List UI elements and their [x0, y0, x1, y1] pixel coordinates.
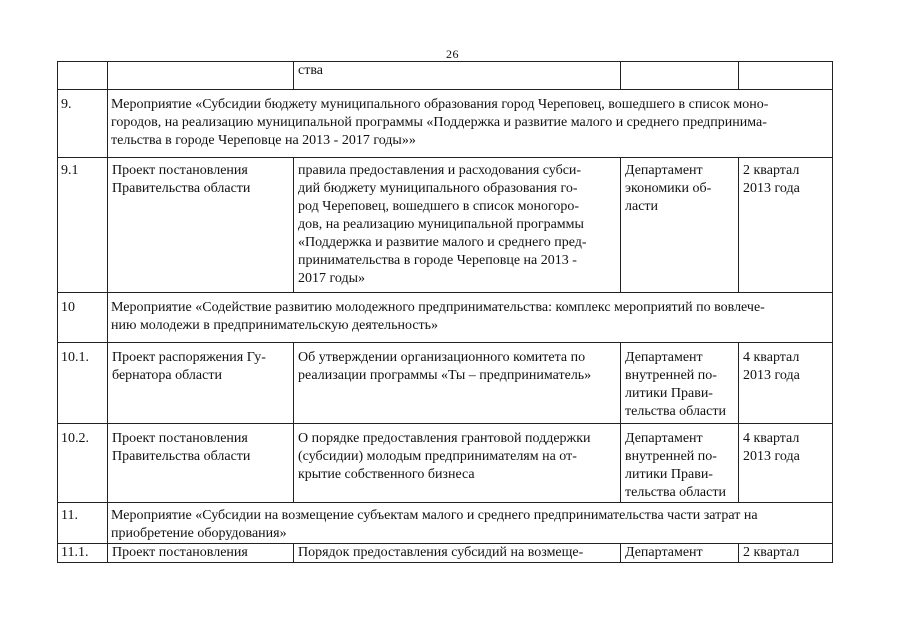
cell-name: Об утверждении организационного комитета по реализации программы «Ты – предприниматель»	[294, 343, 621, 424]
table-row	[58, 90, 833, 158]
cell-document: Проект постановления Правительства области	[108, 424, 294, 503]
cell-document: Проект распоряжения Гу- бернатора области	[108, 343, 294, 424]
cell-name: ства	[294, 62, 621, 90]
page-number: 26	[446, 47, 459, 61]
table-row	[58, 503, 833, 544]
cell-number: 9.	[58, 90, 108, 158]
cell-department	[621, 62, 739, 90]
table-row	[58, 293, 833, 343]
cell-name: О порядке предоставления грантовой поддержки (субсидии) молодым предпринимателям на от- крытие собственного бизнеса	[294, 424, 621, 503]
cell-number: 11.	[58, 503, 108, 544]
cell-document: Проект постановления Правительства области	[108, 158, 294, 293]
plan-table	[57, 61, 833, 563]
cell-document	[108, 62, 294, 90]
cell-number: 10.2.	[58, 424, 108, 503]
cell-department: Департамент внутренней по- литики Прави- тельства области	[621, 424, 739, 503]
cell-term	[739, 62, 833, 90]
cell-number: 9.1	[58, 158, 108, 293]
cell-name: Порядок предоставления субсидий на возмеще-	[294, 544, 621, 563]
cell-department: Департамент экономики об- ласти	[621, 158, 739, 293]
activity-title: Мероприятие «Субсидии бюджету муниципального образования город Череповец, вошедшего в список моно- городов, на реализацию муниципальной программы «Поддержка и развитие малого и среднего предпринима- тельства в городе Череповце на 2013 - 2017 годы»»	[108, 90, 833, 158]
table-row	[58, 424, 833, 503]
activity-title: Мероприятие «Субсидии на возмещение субъектам малого и среднего предпринимательства части затрат на приобретение оборудования»	[108, 503, 833, 544]
cell-department: Департамент внутренней по- литики Прави- тельства области	[621, 343, 739, 424]
cell-term: 2 квартал	[739, 544, 833, 563]
cell-term: 2 квартал 2013 года	[739, 158, 833, 293]
cell-number: 10	[58, 293, 108, 343]
cell-name: правила предоставления и расходования субси- дий бюджету муниципального образования го- род Череповец, вошедшего в список моногоро- дов, на реализацию муниципальной программы «Поддержка и развитие малого и среднего пред- принимательства в городе Череповце на 2013 - 2017 годы»	[294, 158, 621, 293]
cell-term: 4 квартал 2013 года	[739, 424, 833, 503]
cell-term: 4 квартал 2013 года	[739, 343, 833, 424]
cell-department: Департамент	[621, 544, 739, 563]
table-row	[58, 62, 833, 90]
cell-number	[58, 62, 108, 90]
cell-document: Проект постановления	[108, 544, 294, 563]
table-row	[58, 158, 833, 293]
activity-title: Мероприятие «Содействие развитию молодежного предпринимательства: комплекс мероприятий по вовлече- нию молодежи в предпринимательскую деятельность»	[108, 293, 833, 343]
table-row	[58, 343, 833, 424]
cell-number: 10.1.	[58, 343, 108, 424]
table-row	[58, 544, 833, 563]
cell-number: 11.1.	[58, 544, 108, 563]
